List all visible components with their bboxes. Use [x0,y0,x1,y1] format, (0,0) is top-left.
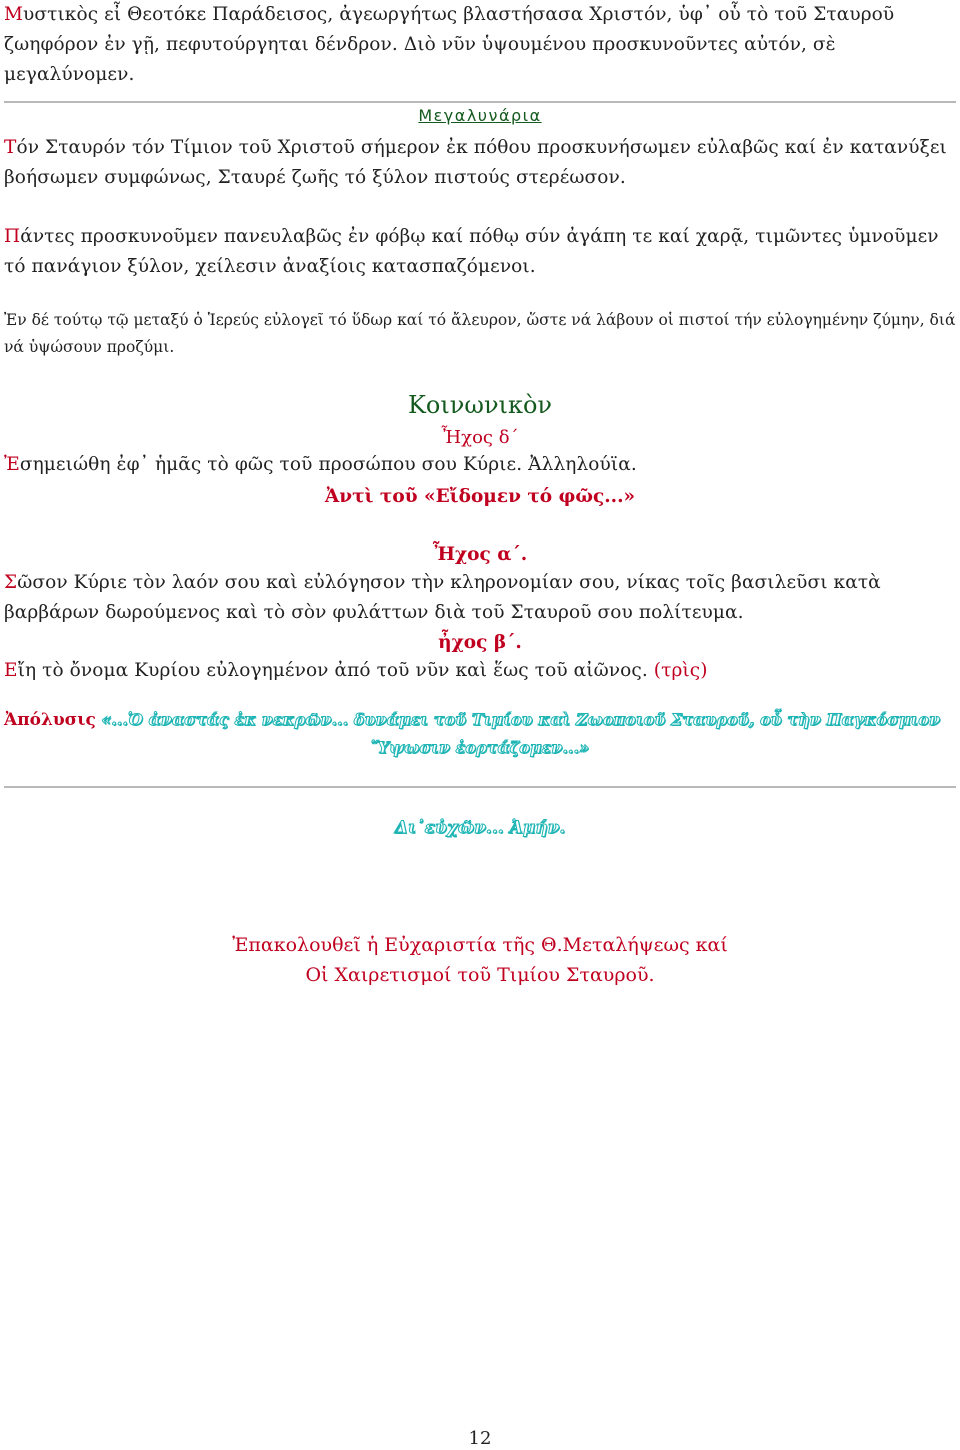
rubric-text: Ἐν δέ τούτῳ τῷ μεταξύ ὁ Ἱερεύς εὐλογεῖ τό ὕδωρ καί τό ἄλευρον, ὥστε νά λάβουν οἱ πιστοί τήν εὐλογημένην ζύμην, διά νά ὑψώσουν προζύμι. [4,311,956,356]
final-line-2: Οἱ Χαιρετισμοί τοῦ Τιμίου Σταυροῦ. [305,964,655,986]
megalynarion-text: άντες προσκυνοῦμεν πανευλαβῶς ἐν φόβῳ καί πόθῳ σύν ἀγάπη τε καί χαρᾷ, τιμῶντες ὑμνοῦμεν τό πανάγιον ξύλον, χείλεσιν ἀναξίοις κατασπαζόμενοι. [4,226,939,277]
megalynarion-text: όν Σταυρόν τόν Τίμιον τοῦ Χριστοῦ σήμερον ἐκ πόθου προσκυνήσωμεν εὐλαβῶς καί ἐν κατανύξει βοήσωμεν συμφώνως, Σταυρέ ζωῆς τό ξύλον πιστούς στερέωσον. [4,137,947,188]
divider [4,786,956,788]
tone-a-text: Σῶσον Κύριε τὸν λαόν σου καὶ εὐλόγησον τὴν κληρονομίαν σου, νίκας τοῖς βασιλεῦσι κατὰ βαρβάρων δωρούμενος καὶ τὸ σὸν φυλάττων διὰ τοῦ Σταυροῦ σου πολίτευμα. [4,572,881,623]
koinonikon-tone: Ἦχος δ΄ [441,427,519,448]
drop-letter: Σ [4,572,18,593]
koinonikon-text: Ἐσημειώθη ἐφ᾽ ἡμᾶς τὸ φῶς τοῦ προσώπου σου Κύριε. Ἀλληλούϊα. [4,454,637,475]
drop-letter: Π [4,226,21,247]
closing-blessing: Δι᾽εὐχῶν... Ἀμήν. [394,818,566,838]
final-line-1: Ἐπακολουθεῖ ἡ Εὐχαριστία τῆς Θ.Μεταλήψεως καί [232,934,728,956]
tone-b-text: Εἴη τὸ ὄνομα Κυρίου εὐλογημένον ἀπό τοῦ νῦν καὶ ἕως τοῦ αἰῶνος. (τρὶς) [4,660,708,681]
apolysis [4,706,956,734]
tone-b-label: ἦχος β΄. [438,632,522,653]
divider [4,101,956,103]
megalynarion-1 [4,133,956,193]
megalynarion-2 [4,222,956,282]
drop-letter: Τ [4,137,17,158]
koinonikon-title: Κοινωνικὸν [408,391,552,419]
megalynaria-heading: Μεγαλυνάρια [418,106,542,125]
drop-letter: Ε [4,660,18,681]
koinonikon-instead: Ἀντὶ τοῦ «Εἴδομεν τό φῶς...» [324,486,636,507]
page-number: 12 [468,1428,492,1449]
apolysis-text-line2: Ὕψωσιν ἑορτάζομεν...» [370,738,590,757]
drop-letter: Ἐ [4,454,20,475]
intro-paragraph [4,0,956,90]
tone-a-label: Ἦχος α΄. [432,544,528,565]
apolysis-label: Ἀπόλυσις [4,710,96,730]
apolysis-text-line1: «...Ὁ ἀναστάς ἐκ νεκρῶν... δυνάμει τοῦ Τιμίου καὶ Ζωοποιοῦ Σταυροῦ, οὗ τὴν Παγκόσμιον [101,710,941,729]
drop-letter: Μ [4,4,24,25]
intro-text: υστικὸς εἶ Θεοτόκε Παράδεισος, ἀγεωργήτως βλαστήσασα Χριστόν, ὑφ᾽ οὗ τὸ τοῦ Σταυροῦ ζωηφόρον ἐν γῇ, πεφυτούργηται δένδρον. Διὸ νῦν ὑψουμένου προσκυνοῦντες αὐτόν, σὲ μεγαλύνομεν. [4,4,895,85]
thrice-note: (τρὶς) [653,660,708,681]
